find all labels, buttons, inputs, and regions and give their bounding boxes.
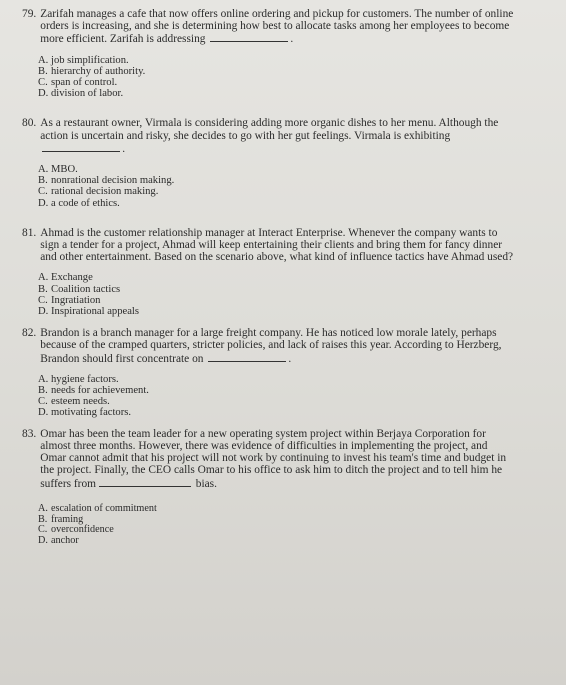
question-79 bbox=[22, 8, 514, 99]
option-letter: C. bbox=[38, 294, 48, 306]
question-number: 83. bbox=[22, 427, 37, 440]
option-text: escalation of commitment bbox=[51, 502, 157, 514]
question-number: 81. bbox=[22, 226, 37, 239]
option-text: a code of ethics. bbox=[51, 197, 120, 209]
question-82 bbox=[22, 327, 514, 418]
answer-options bbox=[38, 504, 514, 547]
option-text: overconfidence bbox=[51, 524, 114, 536]
option-text: Inspirational appeals bbox=[51, 306, 139, 318]
question-text bbox=[40, 428, 514, 490]
question-text bbox=[40, 117, 514, 155]
option-text: esteem needs. bbox=[51, 396, 110, 408]
option-a[interactable] bbox=[38, 374, 514, 385]
option-letter: D. bbox=[38, 88, 49, 100]
option-letter: B. bbox=[38, 283, 48, 295]
option-d[interactable] bbox=[38, 407, 514, 418]
stem-before-blank: Zarifah manages a cafe that now offers online ordering and pickup for customers. The number of online orders is increasing, and she is determining how best to allocate tasks among her employees to become more efficient. Zarifah is addressing bbox=[40, 8, 514, 46]
option-letter: A. bbox=[38, 164, 49, 176]
option-letter: A. bbox=[38, 54, 49, 66]
option-d[interactable] bbox=[38, 198, 514, 209]
option-letter: B. bbox=[38, 385, 48, 397]
option-letter: C. bbox=[38, 77, 48, 89]
option-letter: A. bbox=[38, 502, 48, 514]
answer-blank bbox=[99, 477, 191, 487]
question-text bbox=[40, 8, 514, 46]
option-letter: C. bbox=[38, 396, 48, 408]
option-c[interactable] bbox=[38, 396, 514, 407]
question-81 bbox=[22, 227, 514, 317]
option-letter: A. bbox=[38, 272, 49, 284]
option-b[interactable] bbox=[38, 66, 514, 77]
option-letter: B. bbox=[38, 175, 48, 187]
option-a[interactable] bbox=[38, 164, 514, 175]
option-b[interactable] bbox=[38, 284, 514, 295]
stem-after-blank: bias. bbox=[195, 477, 217, 490]
question-83 bbox=[22, 428, 514, 547]
option-a[interactable] bbox=[38, 504, 514, 515]
option-text: Ingratiation bbox=[51, 294, 101, 306]
option-d[interactable] bbox=[38, 536, 514, 547]
answer-options bbox=[38, 164, 514, 209]
question-text bbox=[40, 327, 514, 365]
option-text: span of control. bbox=[51, 77, 118, 89]
answer-blank bbox=[208, 352, 286, 362]
option-letter: B. bbox=[38, 513, 48, 525]
option-letter: C. bbox=[38, 524, 48, 536]
option-text: rational decision making. bbox=[51, 186, 159, 198]
answer-blank bbox=[210, 32, 288, 42]
option-text: hygiene factors. bbox=[51, 373, 119, 385]
option-letter: A. bbox=[38, 373, 49, 385]
option-letter: D. bbox=[38, 197, 49, 209]
option-b[interactable] bbox=[38, 175, 514, 186]
option-d[interactable] bbox=[38, 88, 514, 99]
question-stem bbox=[22, 117, 514, 155]
option-text: MBO. bbox=[51, 164, 78, 176]
question-number: 80. bbox=[22, 117, 37, 130]
option-text: Exchange bbox=[51, 272, 93, 284]
question-number: 82. bbox=[22, 327, 37, 340]
option-letter: D. bbox=[38, 407, 49, 419]
option-text: framing bbox=[51, 513, 84, 525]
option-text: motivating factors. bbox=[51, 407, 132, 419]
option-letter: D. bbox=[38, 535, 48, 547]
stem-after-blank: . bbox=[290, 33, 294, 46]
stem-before-blank: Omar has been the team leader for a new operating system project within Berjaya Corporation for almost three months. However, there was evidence of difficulties in implementing the project, and Omar cannot admit that his project will not work by continuing to invest his team's time and budget in the project. Finally, the CEO calls Omar to his office to ask him to ditch the project and to tell him he suffers from bbox=[40, 427, 507, 490]
question-stem bbox=[22, 227, 514, 264]
stem-before-blank: Brandon is a branch manager for a large freight company. He has noticed low morale lately, perhaps because of the cramped quarters, stricter policies, and lack of raises this year. According to Herzberg, Brandon should first concentrate on bbox=[40, 327, 502, 365]
stem-after-blank: . bbox=[122, 142, 126, 155]
option-c[interactable] bbox=[38, 77, 514, 88]
question-number: 79. bbox=[22, 8, 37, 20]
answer-blank bbox=[42, 142, 120, 152]
option-text: needs for achievement. bbox=[51, 385, 149, 397]
answer-options bbox=[38, 55, 514, 100]
option-letter: C. bbox=[38, 186, 48, 198]
question-stem bbox=[22, 8, 514, 46]
option-c[interactable] bbox=[38, 186, 514, 197]
option-b[interactable] bbox=[38, 385, 514, 396]
option-a[interactable] bbox=[38, 55, 514, 66]
answer-options bbox=[38, 272, 514, 317]
option-letter: B. bbox=[38, 65, 48, 77]
option-letter: D. bbox=[38, 306, 49, 318]
stem-after-blank: . bbox=[288, 352, 292, 365]
option-c[interactable] bbox=[38, 295, 514, 306]
question-80 bbox=[22, 117, 514, 208]
option-text: division of labor. bbox=[51, 88, 124, 100]
option-text: hierarchy of authority. bbox=[51, 65, 146, 77]
question-text: Ahmad is the customer relationship manager at Interact Enterprise. Whenever the company wants to sign a tender for a project, Ahmad will keep entertaining their clients and bring them for fancy dinner and other entertainment. Based on the scenario above, what kind of influence tactics have Ahmad used? bbox=[40, 226, 514, 264]
option-c[interactable] bbox=[38, 525, 514, 536]
answer-options bbox=[38, 374, 514, 419]
option-d[interactable] bbox=[38, 306, 514, 317]
question-stem bbox=[22, 428, 514, 490]
option-a[interactable] bbox=[38, 272, 514, 283]
option-text: job simplification. bbox=[51, 54, 129, 66]
question-stem bbox=[22, 327, 514, 365]
stem-before-blank: As a restaurant owner, Virmala is considering adding more organic dishes to her menu. Although the action is uncertain and risky, she decides to go with her gut feelings. Virmala is exhibiting bbox=[40, 117, 499, 142]
option-text: nonrational decision making. bbox=[51, 175, 175, 187]
option-text: Coalition tactics bbox=[51, 283, 121, 295]
option-text: anchor bbox=[51, 535, 79, 547]
